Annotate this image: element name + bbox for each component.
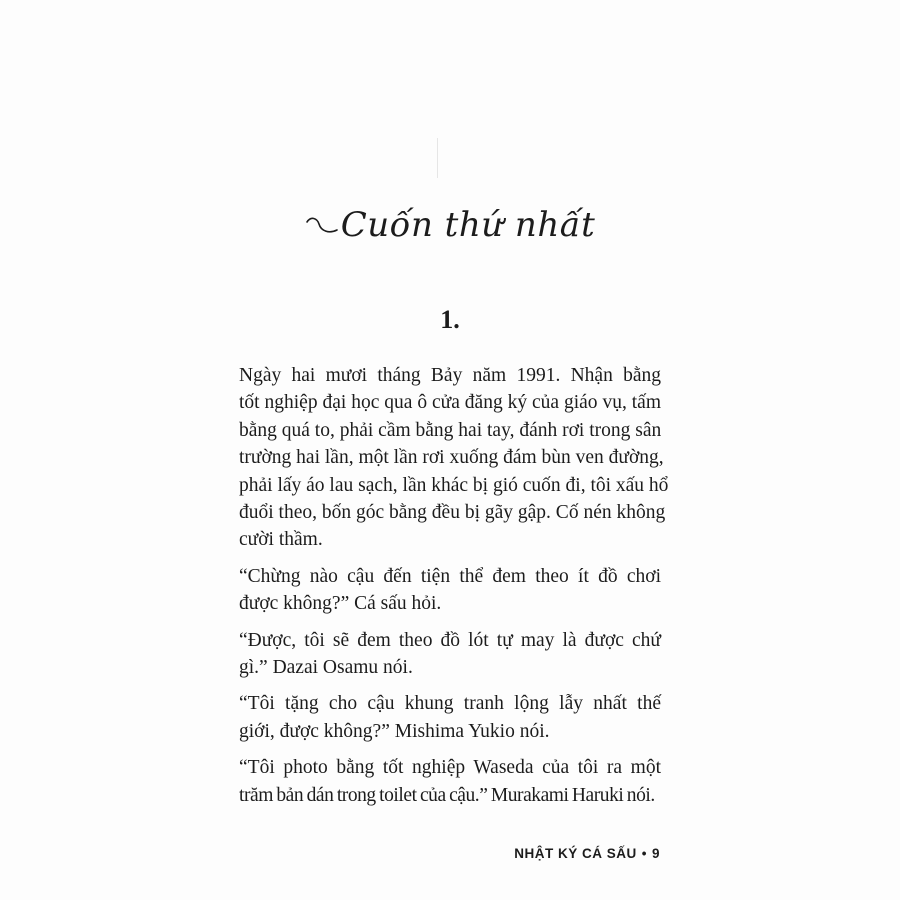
paragraph-5 <box>239 754 661 809</box>
section-number: 1. <box>440 305 460 334</box>
text-line: giới, được không?” Mishima Yukio nói. <box>239 720 550 742</box>
text-line: trường hai lần, một lần rơi xuống đám bùn ven đường, <box>239 447 664 469</box>
text-line: “Tôi tặng cho cậu khung tranh lộng lẫy nhất thế <box>239 693 661 715</box>
text-line: “Được, tôi sẽ đem theo đồ lót tự may là được chứ <box>239 629 661 651</box>
footer-separator: • <box>641 846 647 861</box>
paragraph-3 <box>239 627 661 682</box>
text-line: phải lấy áo lau sạch, lần khác bị gió cuốn đi, tôi xấu hổ <box>239 474 669 496</box>
text-line: bằng quá to, phải cầm bằng hai tay, đánh rơi trong sân <box>239 419 662 441</box>
paragraph-4 <box>239 690 661 745</box>
page-crease <box>437 138 438 178</box>
footer-book-title: NHẬT KÝ CÁ SẤU <box>514 846 637 861</box>
text-line: tốt nghiệp đại học qua ô cửa đăng ký của giáo vụ, tấm <box>239 392 661 414</box>
text-line: Ngày hai mươi tháng Bảy năm 1991. Nhận bằng <box>239 365 661 386</box>
text-line: trăm bản dán trong toilet của cậu.” Murakami Haruki nói. <box>239 784 655 806</box>
paragraph-2 <box>239 563 661 618</box>
text-line: “Tôi photo bằng tốt nghiệp Waseda của tôi ra một <box>239 757 661 779</box>
text-line: cười thầm. <box>239 529 323 551</box>
paragraph-1 <box>239 362 669 554</box>
body-text <box>239 362 669 818</box>
text-line: gì.” Dazai Osamu nói. <box>239 657 413 679</box>
running-footer <box>514 846 660 861</box>
text-line: được không?” Cá sấu hỏi. <box>239 593 442 615</box>
text-line: “Chừng nào cậu đến tiện thể đem theo ít đồ chơi <box>239 565 661 587</box>
chapter-title <box>0 205 900 245</box>
chapter-title-text: Cuốn thứ nhất <box>340 205 596 245</box>
text-line: đuổi theo, bốn góc bằng đều bị gãy gập. Cố nén không <box>239 502 666 524</box>
page-number: 9 <box>651 846 660 861</box>
flourish-ornament-icon <box>305 214 339 240</box>
